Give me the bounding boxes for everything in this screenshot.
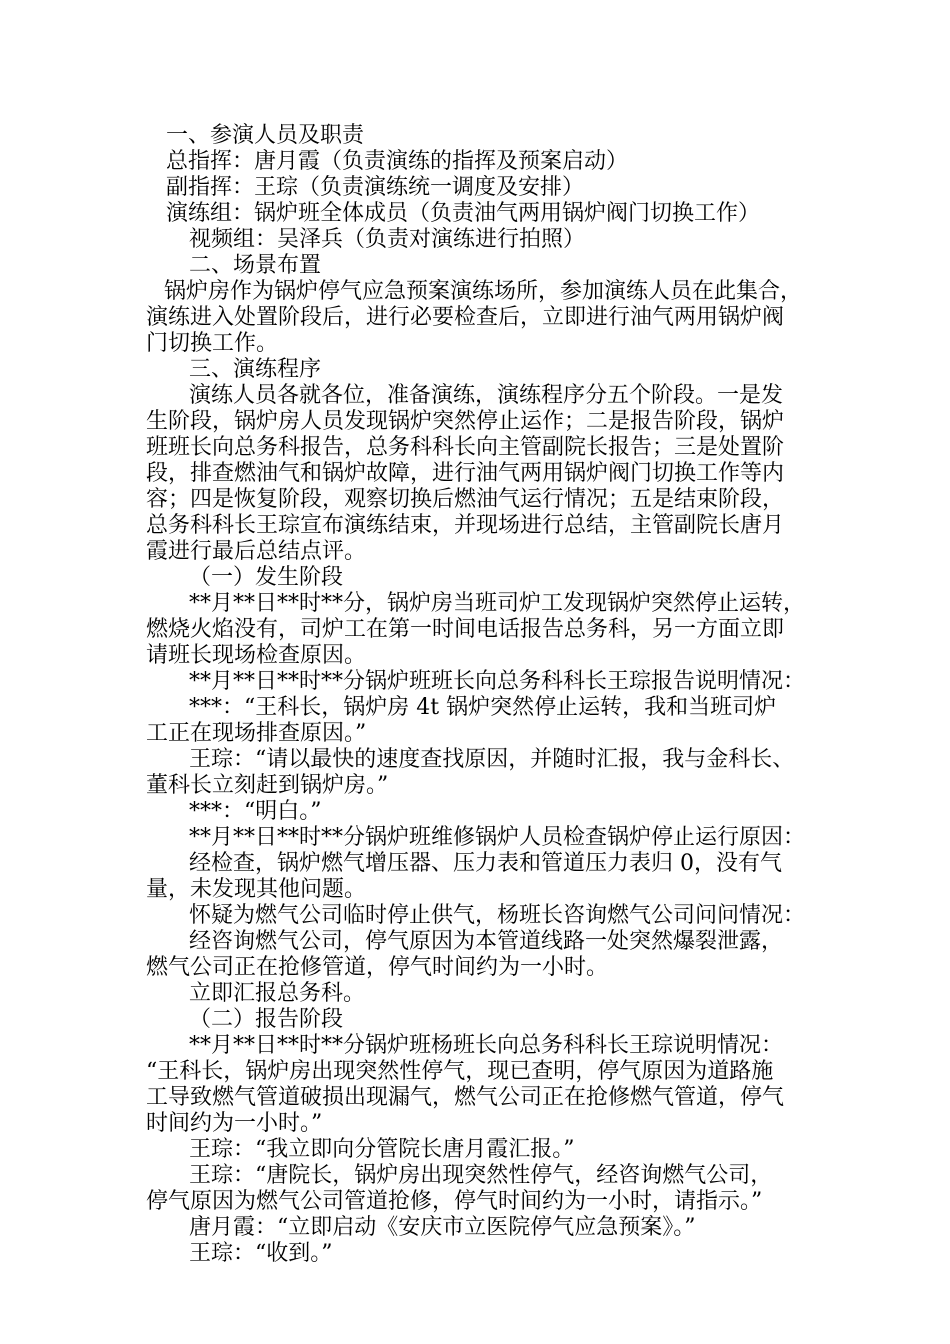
paragraph-line: 生阶段，锅炉房人员发现锅炉突然停止运作；二是报告阶段，锅炉 bbox=[146, 409, 785, 434]
paragraph-line: 量，未发现其他问题。 bbox=[146, 877, 367, 902]
section-heading-1: 一、参演人员及职责 bbox=[166, 123, 365, 148]
role-drill-group: 演练组：锅炉班全体成员（负责油气两用锅炉阀门切换工作） bbox=[166, 201, 761, 226]
paragraph-line: 王琮：“唐院长，锅炉房出现突然性停气，经咨询燃气公司， bbox=[189, 1163, 773, 1188]
paragraph-line: 班班长向总务科报告，总务科科长向主管副院长报告；三是处置阶 bbox=[146, 435, 785, 460]
paragraph-line: 燃气公司正在抢修管道，停气时间约为一小时。 bbox=[146, 955, 609, 980]
paragraph-line: 门切换工作。 bbox=[146, 331, 279, 356]
section-heading-2: 二、场景布置 bbox=[189, 253, 322, 278]
subsection-heading-2: （二）报告阶段 bbox=[189, 1007, 344, 1032]
paragraph-line: 怀疑为燃气公司临时停止供气，杨班长咨询燃气公司问问情况： bbox=[189, 903, 806, 928]
paragraph-line: 经咨询燃气公司，停气原因为本管道线路一处突然爆裂泄露， bbox=[189, 929, 784, 954]
paragraph-line: 请班长现场检查原因。 bbox=[146, 643, 367, 668]
paragraph-line: 锅炉房作为锅炉停气应急预案演练场所，参加演练人员在此集合， bbox=[164, 279, 803, 304]
role-commander: 总指挥：唐月霞（负责演练的指挥及预案启动） bbox=[166, 149, 629, 174]
role-deputy-commander: 副指挥：王琮（负责演练统一调度及安排） bbox=[166, 175, 585, 200]
paragraph-line: 王琮：“请以最快的速度查找原因，并随时汇报，我与金科长、 bbox=[189, 747, 795, 772]
role-video-group: 视频组：吴泽兵（负责对演练进行拍照） bbox=[189, 227, 586, 252]
paragraph-line: ***：“王科长，锅炉房 4t 锅炉突然停止运转，我和当班司炉 bbox=[189, 695, 777, 720]
paragraph-line: 时间约为一小时。” bbox=[146, 1111, 323, 1136]
paragraph-line: **月**日**时**分锅炉班维修锅炉人员检查锅炉停止运行原因： bbox=[189, 825, 806, 850]
paragraph-line: 工导致燃气管道破损出现漏气，燃气公司正在抢修燃气管道，停气 bbox=[146, 1085, 785, 1110]
paragraph-line: 经检查，锅炉燃气增压器、压力表和管道压力表归 0，没有气 bbox=[189, 851, 782, 876]
paragraph-line: 演练人员各就各位，准备演练，演练程序分五个阶段。一是发 bbox=[189, 383, 784, 408]
paragraph-line: ***：“明白。” bbox=[189, 799, 322, 824]
paragraph-line: 演练进入处置阶段后，进行必要检查后，立即进行油气两用锅炉阀 bbox=[146, 305, 785, 330]
paragraph-line: 霞进行最后总结点评。 bbox=[146, 539, 367, 564]
paragraph-line: 停气原因为燃气公司管道抢修，停气时间约为一小时，请指示。” bbox=[146, 1189, 763, 1214]
paragraph-line: 容；四是恢复阶段，观察切换后燃油气运行情况；五是结束阶段， bbox=[146, 487, 785, 512]
paragraph-line: **月**日**时**分锅炉班杨班长向总务科科长王琮说明情况： bbox=[189, 1033, 784, 1058]
paragraph-line: 唐月霞：“立即启动《安庆市立医院停气应急预案》。” bbox=[189, 1215, 696, 1240]
paragraph-line: 王琮：“收到。” bbox=[189, 1241, 333, 1266]
paragraph-line: 董科长立刻赶到锅炉房。” bbox=[146, 773, 389, 798]
paragraph-line: 工正在现场排查原因。” bbox=[146, 721, 367, 746]
paragraph-line: 总务科科长王琮宣布演练结束，并现场进行总结，主管副院长唐月 bbox=[146, 513, 785, 538]
paragraph-line: 燃烧火焰没有，司炉工在第一时间电话报告总务科，另一方面立即 bbox=[146, 617, 785, 642]
paragraph-line: “王科长，锅炉房出现突然性停气，现已查明，停气原因为道路施 bbox=[146, 1059, 774, 1084]
section-heading-3: 三、演练程序 bbox=[189, 357, 322, 382]
paragraph-line: **月**日**时**分锅炉班班长向总务科科长王琮报告说明情况： bbox=[189, 669, 806, 694]
subsection-heading-1: （一）发生阶段 bbox=[189, 565, 344, 590]
paragraph-line: **月**日**时**分，锅炉房当班司炉工发现锅炉突然停止运转， bbox=[189, 591, 806, 616]
paragraph-line: 段，排查燃油气和锅炉故障，进行油气两用锅炉阀门切换工作等内 bbox=[146, 461, 785, 486]
paragraph-line: 王琮：“我立即向分管院长唐月霞汇报。” bbox=[189, 1137, 575, 1162]
paragraph-line: 立即汇报总务科。 bbox=[189, 981, 366, 1006]
